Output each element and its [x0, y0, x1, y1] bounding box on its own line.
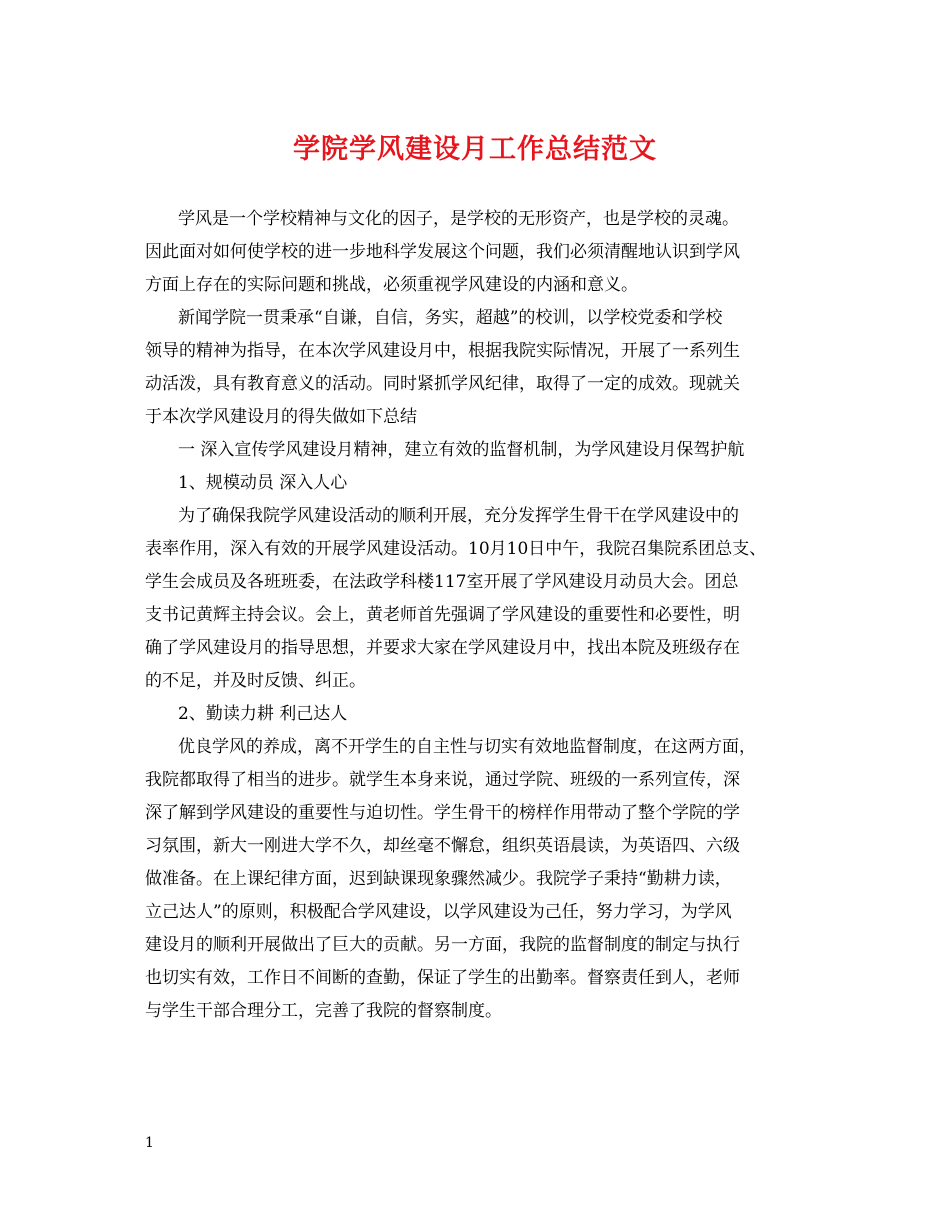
paragraph-line: 立己达人”的原则，积极配合学风建设，以学风建设为己任，努力学习，为学风 [145, 902, 732, 922]
paragraph-line: 习氛围，新大一刚进大学不久，却丝毫不懈怠，组织英语晨读，为英语四、六级 [145, 836, 740, 856]
paragraph-line: 的不足，并及时反馈、纠正。 [145, 671, 366, 691]
paragraph-line: 深了解到学风建设的重要性与迫切性。学生骨干的榜样作用带动了整个学院的学 [145, 803, 740, 823]
paragraph-line: 支书记黄辉主持会议。会上，黄老师首先强调了学风建设的重要性和必要性，明 [145, 605, 740, 625]
section-heading: 一 深入宣传学风建设月精神，建立有效的监督机制，为学风建设月保驾护航 [178, 440, 745, 460]
page-number: 1 [145, 1135, 154, 1151]
document-title: 学院学风建设月工作总结范文 [293, 134, 657, 165]
paragraph-line: 与学生干部合理分工，完善了我院的督察制度。 [145, 1001, 502, 1021]
paragraph-line: 优良学风的养成，离不开学生的自主性与切实有效地监督制度，在这两方面， [178, 737, 756, 757]
paragraph-line: 表率作用，深入有效的开展学风建设活动。10月10日中午，我院召集院系团总支、 [145, 539, 767, 559]
paragraph-line: 因此面对如何使学校的进一步地科学发展这个问题，我们必须清醒地认识到学风 [145, 242, 740, 262]
paragraph-line: 也切实有效，工作日不间断的查勤，保证了学生的出勤率。督察责任到人，老师 [145, 968, 740, 988]
paragraph-line: 做准备。在上课纪律方面，迟到缺课现象骤然减少。我院学子秉持“勤耕力读， [145, 869, 732, 889]
paragraph-line: 我院都取得了相当的进步。就学生本身来说，通过学院、班级的一系列宣传，深 [145, 770, 740, 790]
paragraph-line: 新闻学院一贯秉承“自谦，自信，务实，超越”的校训，以学校党委和学校 [178, 308, 723, 328]
paragraph-line: 学风是一个学校精神与文化的因子，是学校的无形资产，也是学校的灵魂。 [178, 209, 739, 229]
paragraph-line: 领导的精神为指导，在本次学风建设月中，根据我院实际情况，开展了一系列生 [145, 341, 740, 361]
subsection-heading: 1、规模动员 深入人心 [178, 473, 348, 493]
paragraph-line: 于本次学风建设月的得失做如下总结 [145, 407, 417, 427]
paragraph-line: 建设月的顺利开展做出了巨大的贡献。另一方面，我院的监督制度的制定与执行 [145, 935, 740, 955]
subsection-heading: 2、勤读力耕 利己达人 [178, 704, 348, 724]
paragraph-line: 确了学风建设月的指导思想，并要求大家在学风建设月中，找出本院及班级存在 [145, 638, 740, 658]
paragraph-line: 方面上存在的实际问题和挑战，必须重视学风建设的内涵和意义。 [145, 275, 638, 295]
paragraph-line: 动活泼，具有教育意义的活动。同时紧抓学风纪律，取得了一定的成效。现就关 [145, 374, 740, 394]
paragraph-line: 学生会成员及各班班委，在法政学科楼117室开展了学风建设月动员大会。团总 [145, 572, 739, 592]
paragraph-line: 为了确保我院学风建设活动的顺利开展，充分发挥学生骨干在学风建设中的 [178, 506, 739, 526]
